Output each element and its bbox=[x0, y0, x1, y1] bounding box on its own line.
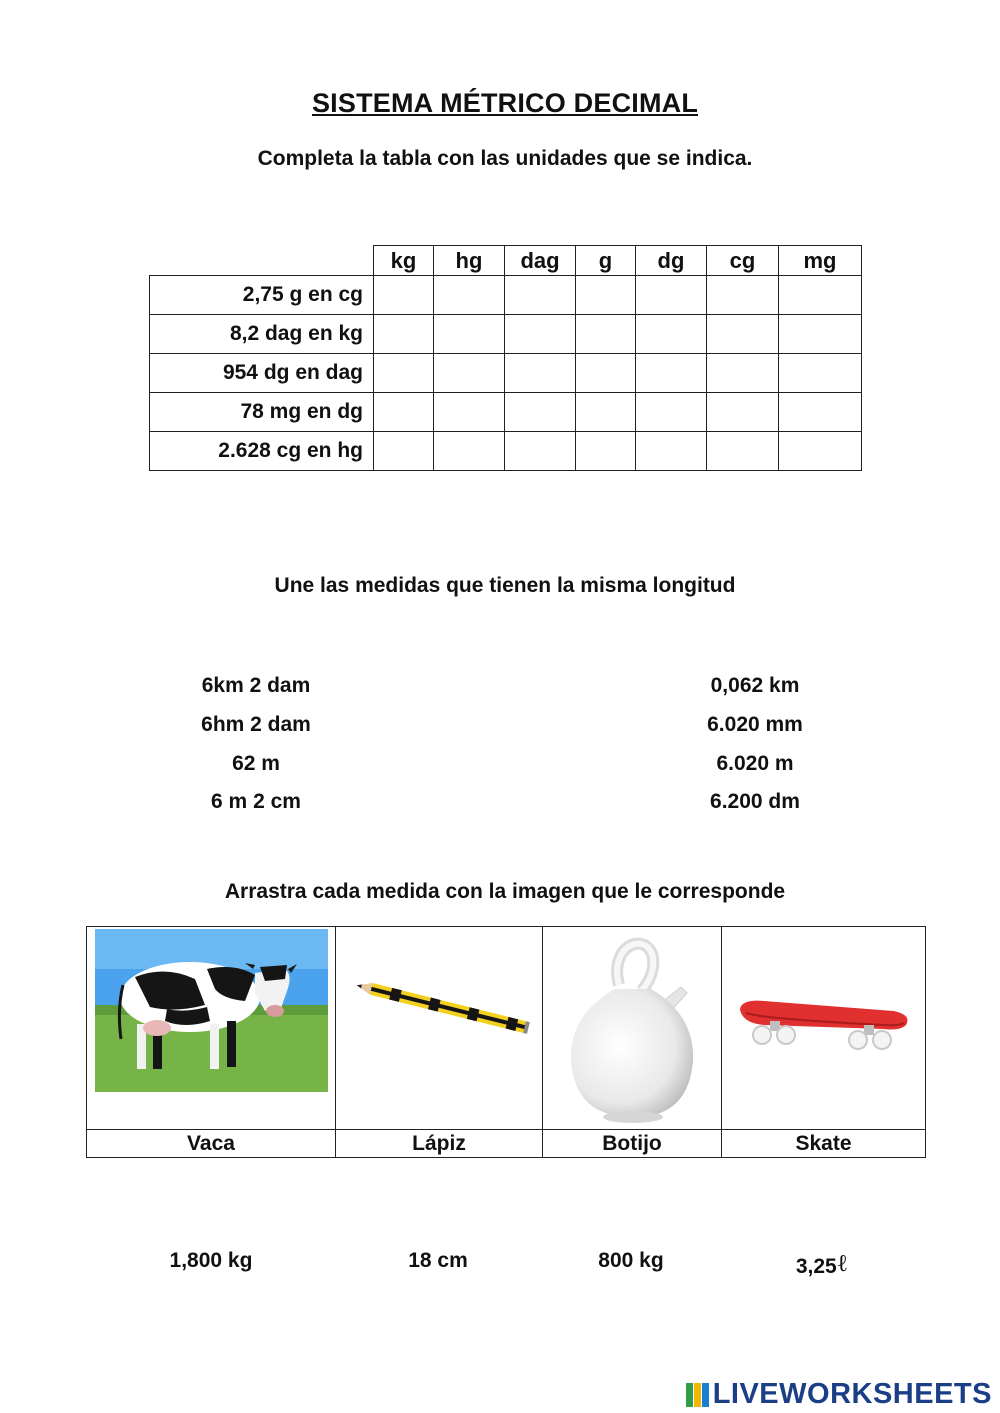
answer-cell[interactable] bbox=[636, 276, 707, 315]
answer-input[interactable] bbox=[374, 432, 433, 470]
drop-zone-botijo[interactable] bbox=[543, 927, 722, 1130]
conversion-table bbox=[149, 245, 862, 471]
answer-input[interactable] bbox=[576, 354, 635, 392]
table-row bbox=[150, 432, 862, 471]
logo-icon bbox=[686, 1383, 710, 1407]
cow-image bbox=[95, 929, 328, 1092]
drop-zone-lapiz[interactable] bbox=[336, 927, 543, 1130]
answer-input[interactable] bbox=[707, 432, 778, 470]
answer-cell[interactable] bbox=[505, 432, 576, 471]
answer-input[interactable] bbox=[434, 432, 504, 470]
column-header: dg bbox=[636, 246, 707, 276]
answer-cell[interactable] bbox=[505, 276, 576, 315]
table-row bbox=[150, 315, 862, 354]
left-measure[interactable]: 62 m bbox=[232, 752, 280, 775]
drop-zone-vaca[interactable] bbox=[87, 927, 336, 1130]
row-label: 2,75 g en cg bbox=[150, 276, 374, 315]
answer-cell[interactable] bbox=[434, 276, 505, 315]
column-header: dag bbox=[505, 246, 576, 276]
draggable-measure[interactable] bbox=[747, 1249, 897, 1279]
answer-cell[interactable] bbox=[576, 432, 636, 471]
label-row bbox=[87, 1130, 926, 1158]
right-measure[interactable]: 0,062 km bbox=[710, 674, 800, 697]
answer-input[interactable] bbox=[434, 315, 504, 353]
header-blank bbox=[150, 246, 374, 276]
answer-cell[interactable] bbox=[779, 393, 862, 432]
answer-cell[interactable] bbox=[636, 432, 707, 471]
table-header-row bbox=[150, 246, 862, 276]
answer-input[interactable] bbox=[434, 393, 504, 431]
answer-cell[interactable] bbox=[779, 276, 862, 315]
answer-input[interactable] bbox=[707, 354, 778, 392]
picture-label: Vaca bbox=[87, 1130, 336, 1158]
liter-symbol: ℓ bbox=[836, 1249, 849, 1277]
row-label: 78 mg en dg bbox=[150, 393, 374, 432]
answer-input[interactable] bbox=[779, 432, 861, 470]
picture-label: Skate bbox=[722, 1130, 926, 1158]
picture-label: Botijo bbox=[543, 1130, 722, 1158]
liveworksheets-logo bbox=[686, 1378, 992, 1411]
answer-input[interactable] bbox=[505, 315, 575, 353]
row-label: 8,2 dag en kg bbox=[150, 315, 374, 354]
picture-row bbox=[87, 927, 926, 1130]
answer-cell[interactable] bbox=[707, 432, 779, 471]
draggable-measure[interactable]: 1,800 kg bbox=[169, 1249, 253, 1272]
answer-input[interactable] bbox=[636, 393, 706, 431]
answer-input[interactable] bbox=[636, 432, 706, 470]
measure-value: 3,25 bbox=[795, 1255, 837, 1278]
drag-instruction: Arrastra cada medida con la imagen que le corresponde bbox=[224, 880, 786, 903]
answer-input[interactable] bbox=[779, 354, 861, 392]
answer-cell[interactable] bbox=[576, 354, 636, 393]
answer-cell[interactable] bbox=[374, 315, 434, 354]
column-header: mg bbox=[779, 246, 862, 276]
answer-cell[interactable] bbox=[374, 354, 434, 393]
answer-cell[interactable] bbox=[434, 393, 505, 432]
answer-input[interactable] bbox=[636, 315, 706, 353]
left-measure[interactable]: 6 m 2 cm bbox=[211, 790, 301, 813]
answer-input[interactable] bbox=[576, 315, 635, 353]
answer-cell[interactable] bbox=[707, 276, 779, 315]
matching-instruction: Une las medidas que tienen la misma longitud bbox=[274, 574, 736, 597]
answer-input[interactable] bbox=[374, 276, 433, 314]
answer-cell[interactable] bbox=[779, 354, 862, 393]
answer-input[interactable] bbox=[505, 354, 575, 392]
answer-input[interactable] bbox=[779, 315, 861, 353]
answer-cell[interactable] bbox=[505, 354, 576, 393]
answer-input[interactable] bbox=[505, 432, 575, 470]
answer-input[interactable] bbox=[707, 393, 778, 431]
answer-input[interactable] bbox=[779, 393, 861, 431]
table-row bbox=[150, 393, 862, 432]
answer-cell[interactable] bbox=[434, 315, 505, 354]
answer-cell[interactable] bbox=[636, 315, 707, 354]
answer-input[interactable] bbox=[707, 315, 778, 353]
answer-cell[interactable] bbox=[576, 393, 636, 432]
right-measure[interactable]: 6.020 m bbox=[716, 752, 794, 775]
answer-cell[interactable] bbox=[505, 315, 576, 354]
picture-table bbox=[86, 926, 926, 1158]
answer-input[interactable] bbox=[779, 276, 861, 314]
answer-cell[interactable] bbox=[707, 315, 779, 354]
row-label: 954 dg en dag bbox=[150, 354, 374, 393]
answer-cell[interactable] bbox=[374, 432, 434, 471]
column-header: hg bbox=[434, 246, 505, 276]
answer-input[interactable] bbox=[576, 432, 635, 470]
answer-cell[interactable] bbox=[707, 354, 779, 393]
row-label: 2.628 cg en hg bbox=[150, 432, 374, 471]
jug-image bbox=[557, 929, 707, 1125]
answer-cell[interactable] bbox=[576, 276, 636, 315]
table-instruction: Completa la tabla con las unidades que se indica. bbox=[257, 147, 753, 170]
answer-cell[interactable] bbox=[374, 393, 434, 432]
answer-cell[interactable] bbox=[505, 393, 576, 432]
answer-input[interactable] bbox=[374, 393, 433, 431]
answer-cell[interactable] bbox=[779, 315, 862, 354]
answer-input[interactable] bbox=[576, 393, 635, 431]
right-measure[interactable]: 6.020 mm bbox=[707, 713, 803, 736]
answer-input[interactable] bbox=[374, 315, 433, 353]
left-measure[interactable]: 6km 2 dam bbox=[201, 674, 311, 697]
answer-cell[interactable] bbox=[374, 276, 434, 315]
left-measure[interactable]: 6hm 2 dam bbox=[201, 713, 311, 736]
answer-input[interactable] bbox=[576, 276, 635, 314]
right-measure[interactable]: 6.200 dm bbox=[710, 790, 800, 813]
table-row bbox=[150, 276, 862, 315]
column-header: cg bbox=[707, 246, 779, 276]
answer-cell[interactable] bbox=[636, 393, 707, 432]
drop-zone-skate[interactable] bbox=[722, 927, 926, 1130]
answer-input[interactable] bbox=[374, 354, 433, 392]
page-title: SISTEMA MÉTRICO DECIMAL bbox=[311, 88, 699, 118]
column-header: g bbox=[576, 246, 636, 276]
skateboard-image bbox=[734, 991, 914, 1071]
table-row bbox=[150, 354, 862, 393]
answer-cell[interactable] bbox=[779, 432, 862, 471]
answer-cell[interactable] bbox=[576, 315, 636, 354]
picture-label: Lápiz bbox=[336, 1130, 543, 1158]
answer-input[interactable] bbox=[707, 276, 778, 314]
pencil-image bbox=[349, 967, 539, 1047]
draggable-measure[interactable]: 18 cm bbox=[408, 1249, 468, 1272]
answer-input[interactable] bbox=[636, 276, 706, 314]
answer-input[interactable] bbox=[636, 354, 706, 392]
answer-input[interactable] bbox=[434, 276, 504, 314]
answer-input[interactable] bbox=[434, 354, 504, 392]
answer-cell[interactable] bbox=[434, 354, 505, 393]
answer-input[interactable] bbox=[505, 276, 575, 314]
answer-cell[interactable] bbox=[636, 354, 707, 393]
answer-input[interactable] bbox=[505, 393, 575, 431]
answer-cell[interactable] bbox=[434, 432, 505, 471]
column-header: kg bbox=[374, 246, 434, 276]
brand-name: LIVEWORKSHEETS bbox=[712, 1378, 992, 1410]
answer-cell[interactable] bbox=[707, 393, 779, 432]
draggable-measure[interactable]: 800 kg bbox=[598, 1249, 664, 1272]
